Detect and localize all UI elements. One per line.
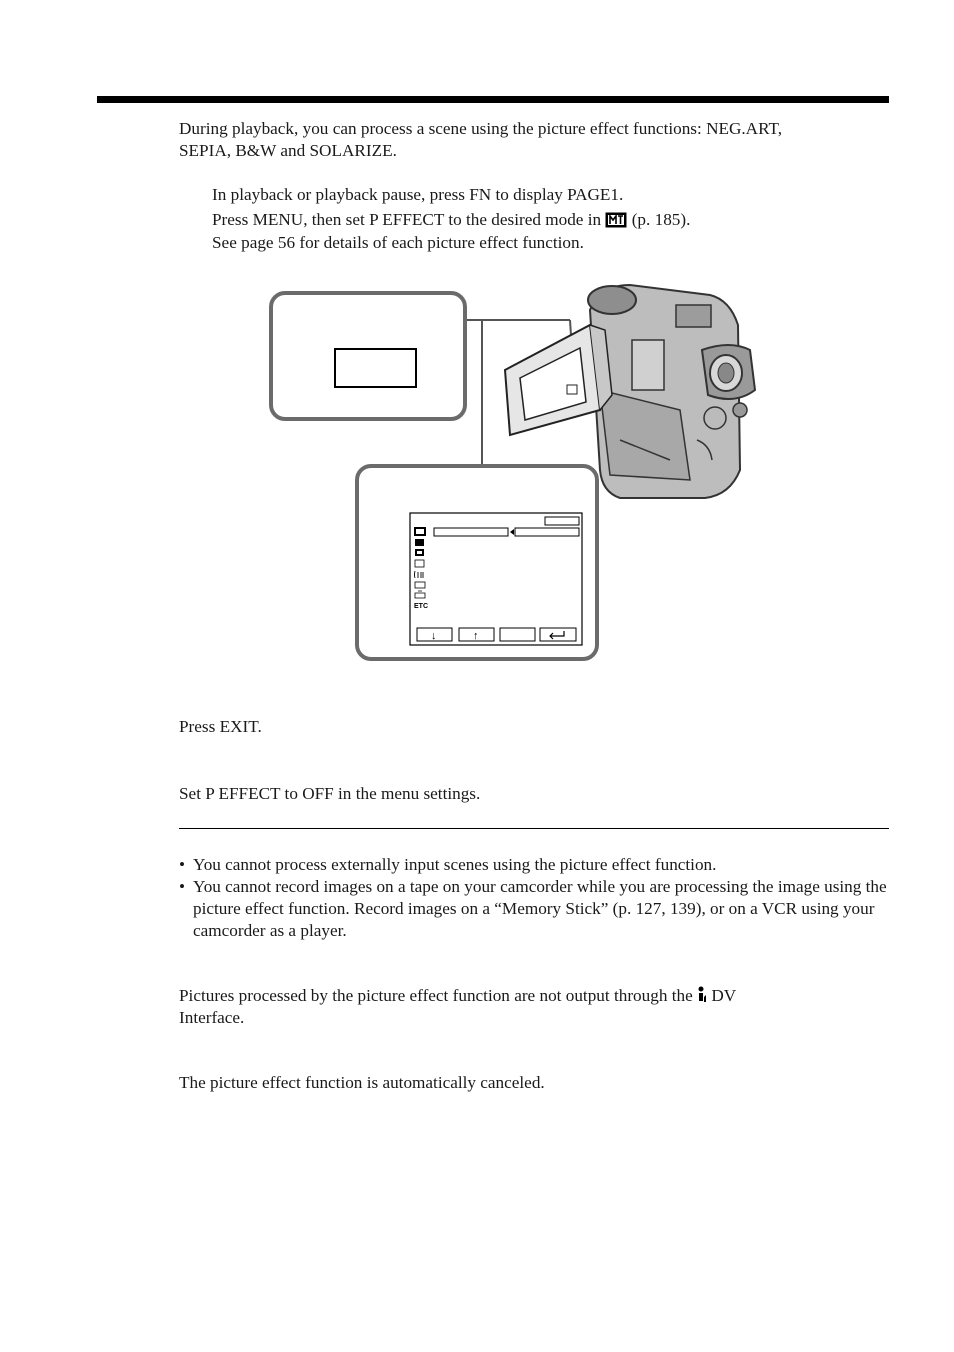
note-item — [179, 854, 889, 876]
manual-set-menu-icon — [605, 212, 627, 228]
etc-icon: ETC — [414, 603, 428, 610]
camcorder-illustration — [260, 270, 780, 670]
step-3: See page 56 for details of each picture effect function. — [212, 233, 584, 252]
bullet-icon: • — [179, 877, 186, 896]
fn-button-callout — [271, 293, 465, 419]
notes-list — [179, 854, 889, 942]
camera-set-icon — [415, 539, 424, 546]
tape-set-icon — [415, 582, 425, 588]
intro-paragraph — [179, 118, 899, 162]
note-item — [179, 876, 889, 942]
cancel-instruction: Press EXIT. — [179, 717, 262, 736]
menu-screen-callout — [357, 466, 597, 659]
auto-cancel-note: The picture effect function is automatically canceled. — [179, 1073, 545, 1092]
note-text: You cannot record images on a tape on your camcorder while you are processing the image using the picture effect function. Record images on a “Memory Stick” (p. 127, 139), or on a VCR using your camcorder as a player. — [193, 877, 887, 940]
section-header-rule — [97, 96, 889, 103]
dv-interface-note — [179, 985, 889, 1029]
bullet-icon: • — [179, 855, 186, 874]
fn-button — [335, 349, 416, 387]
step-1: In playback or playback pause, press FN to display PAGE1. — [212, 185, 624, 204]
step-2-text: Press MENU, then set P EFFECT to the desired mode in — [212, 210, 602, 229]
note-text: You cannot process externally input scenes using the picture effect function. — [193, 855, 717, 874]
notes-divider — [179, 828, 889, 829]
ilink-icon — [697, 986, 707, 1003]
menu-return-button — [540, 628, 576, 641]
lcd-vf-set-icon — [415, 560, 424, 567]
intro-line-2: SEPIA, B&W and SOLARIZE. — [179, 141, 397, 160]
camcorder-body — [588, 285, 755, 498]
intro-line-1: During playback, you can process a scene using the picture effect functions: NEG.ART, — [179, 119, 783, 138]
up-arrow-label: ↑ — [473, 630, 479, 642]
lcd-touch-button — [567, 385, 577, 394]
menu-exec-button — [500, 628, 535, 641]
dv-note-line2: Interface. — [179, 1008, 245, 1027]
dv-label: DV — [711, 986, 737, 1005]
step-2-page-ref: (p. 185). — [631, 210, 691, 229]
down-arrow-label: ↓ — [431, 630, 437, 642]
dv-note-text: Pictures processed by the picture effect function are not output through the — [179, 986, 693, 1005]
cancel-menu-instruction: Set P EFFECT to OFF in the menu settings. — [179, 784, 481, 803]
step-2 — [212, 209, 690, 231]
